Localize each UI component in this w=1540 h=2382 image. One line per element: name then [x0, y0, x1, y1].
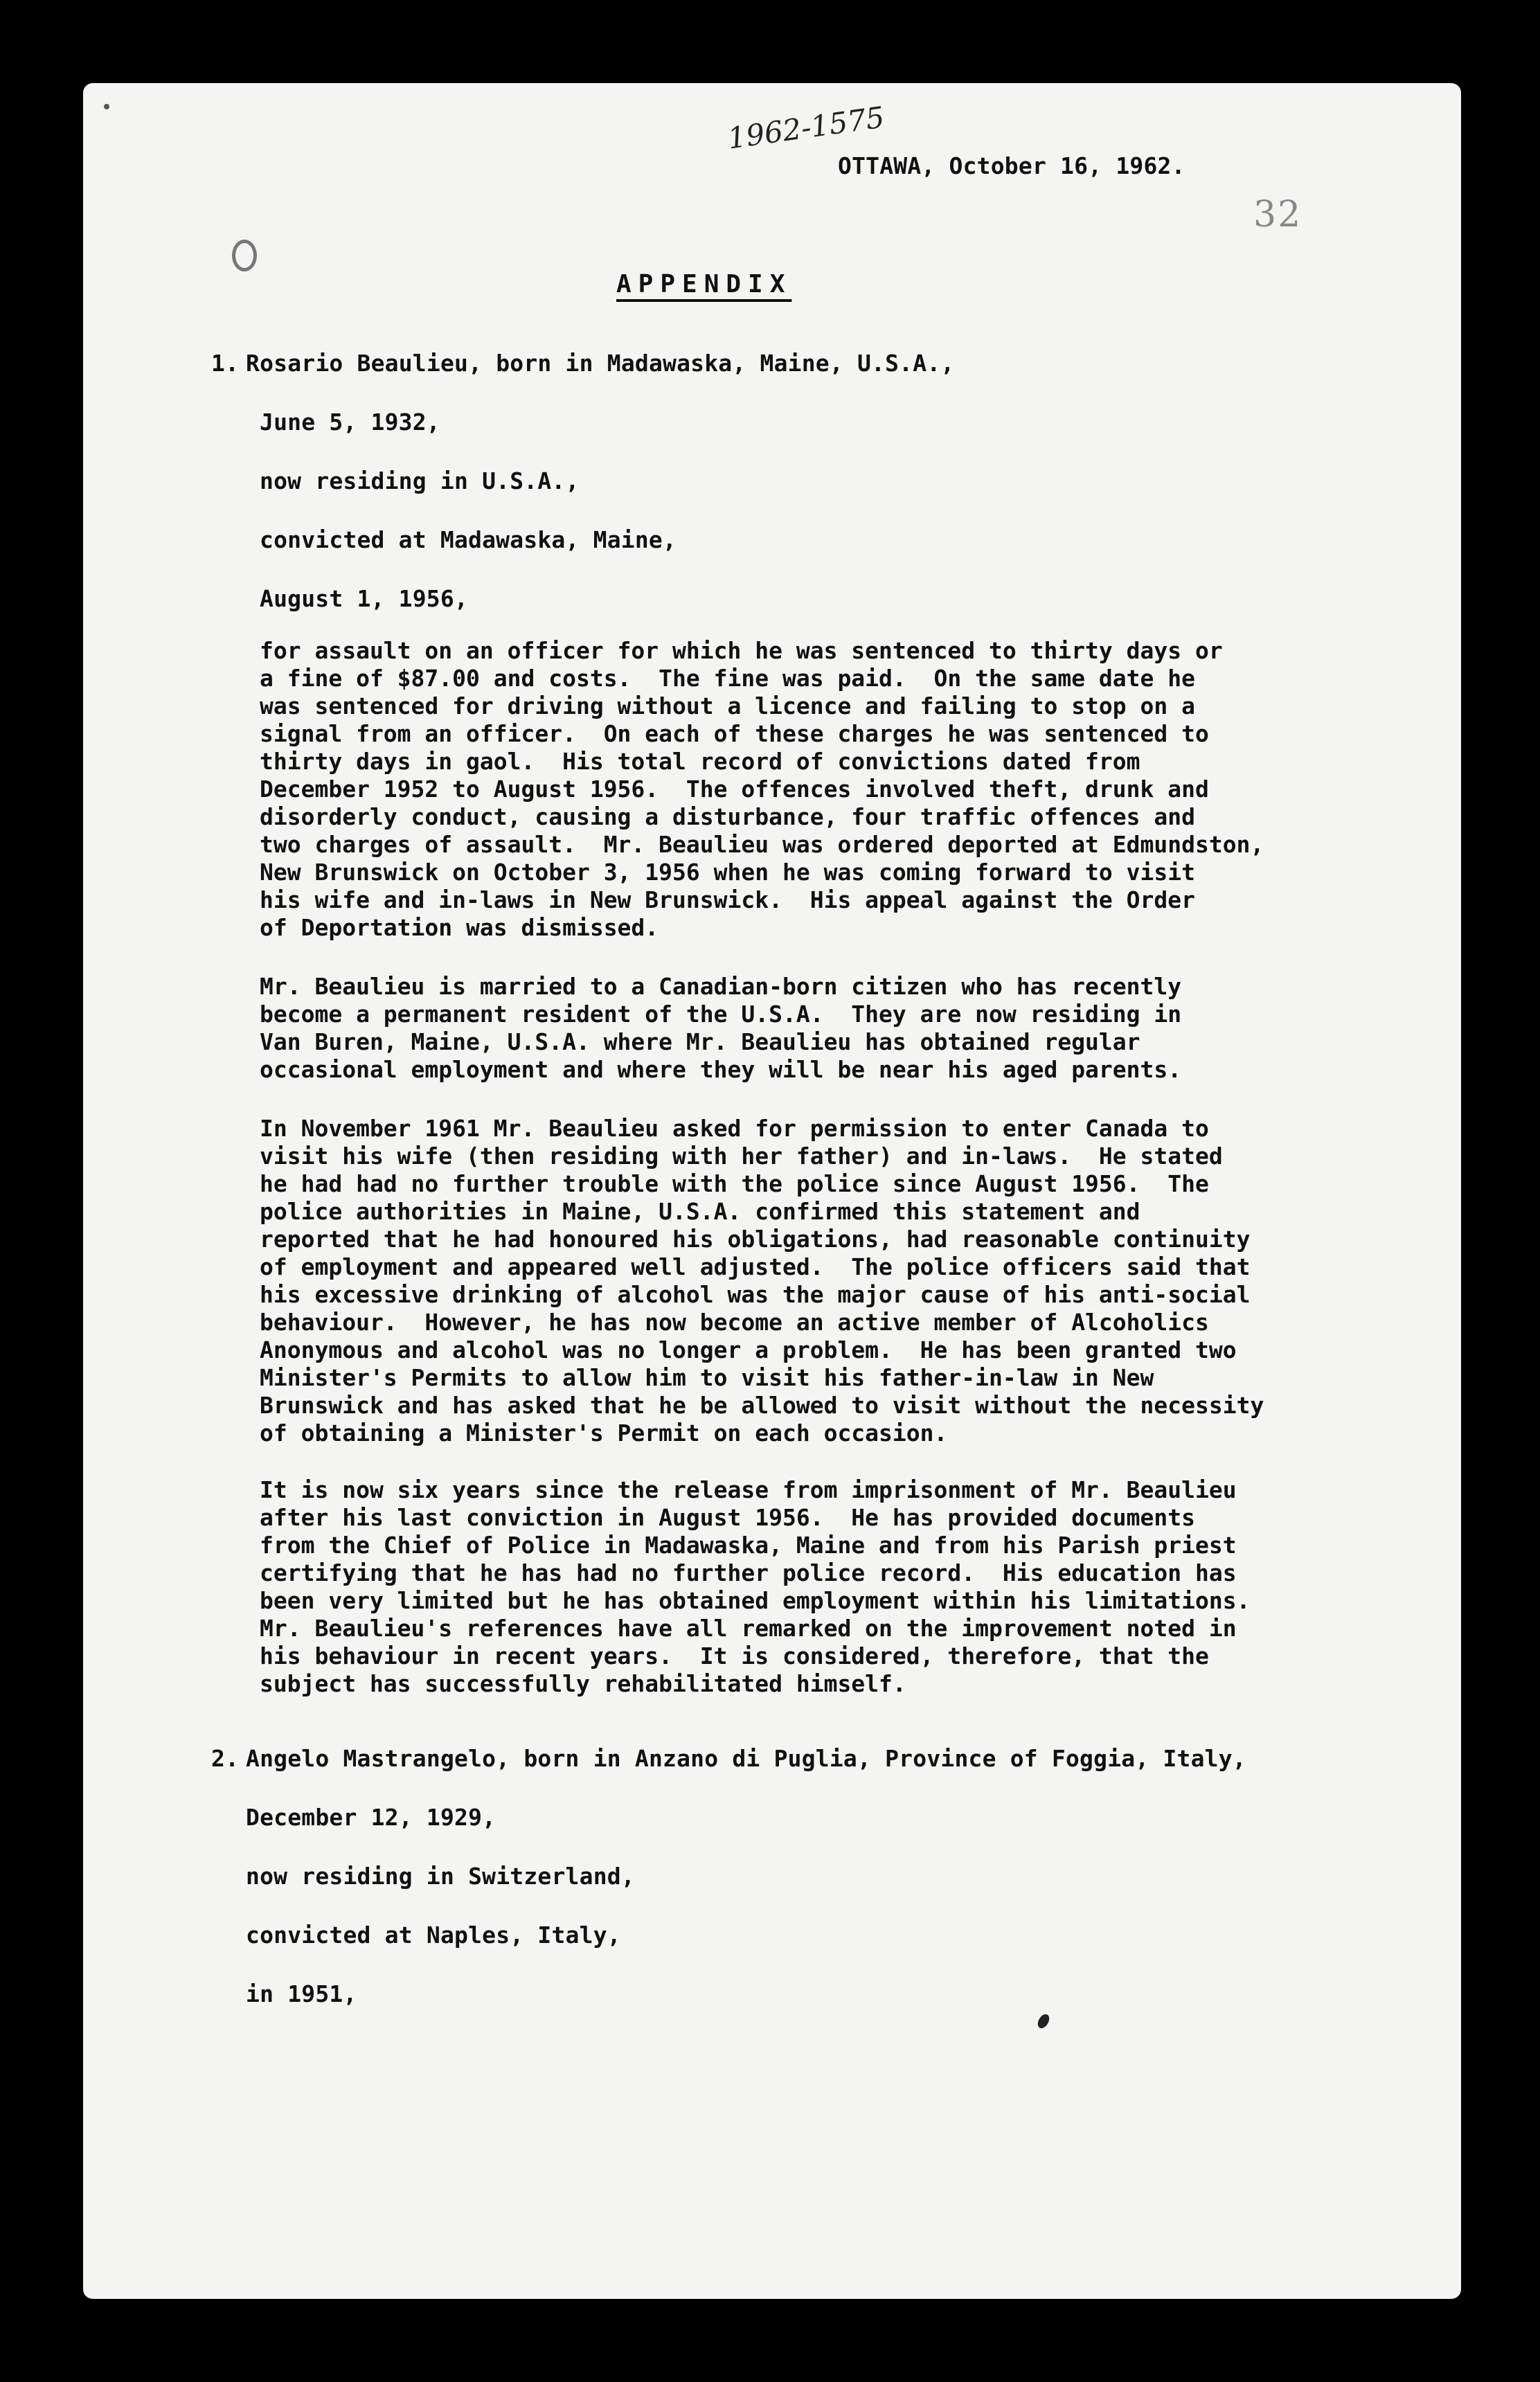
entry-2-conviction-place: convicted at Naples, Italy,	[246, 1922, 621, 1949]
entry-2-residence: now residing in Switzerland,	[246, 1863, 635, 1890]
entry-1-number: 1.	[211, 350, 240, 377]
entry-2-name-birth: Angelo Mastrangelo, born in Anzano di Puglia, Province of Foggia, Italy,	[246, 1745, 1246, 1772]
entry-2-conviction-date: in 1951,	[246, 1980, 357, 2007]
punch-hole-mark	[232, 240, 257, 271]
entry-1-paragraph-3: In November 1961 Mr. Beaulieu asked for permission to enter Canada to visit his wife (then residing with her father) and in-laws. He stated he had had no further trouble with the police since August 1956. The police authorities in Maine, U.S.A. confirmed this statement and reported that he had honoured his obligations, had reasonable continuity of employment and appeared well adjusted. The police officers said that his excessive drinking of alcohol was the major cause of his anti-social behaviour. However, he has now become an active member of Alcoholics Anonymous and alcohol was no longer a problem. He has been granted two Minister's Permits to allow him to visit his father-in-law in New Brunswick and has asked that he be allowed to visit without the necessity of obtaining a Minister's Permit on each occasion.	[260, 1115, 1264, 1447]
entry-1-paragraph-2: Mr. Beaulieu is married to a Canadian-born citizen who has recently become a permanent resident of the U.S.A. They are now residing in Van Buren, Maine, U.S.A. where Mr. Beaulieu has obtained regular occasional employment and where they will be near his aged parents.	[260, 973, 1182, 1083]
entry-1-birth-date: June 5, 1932,	[260, 409, 440, 436]
entry-1-name-birth: Rosario Beaulieu, born in Madawaska, Maine, U.S.A.,	[246, 350, 955, 377]
handwritten-reference: 1962-1575	[725, 100, 887, 156]
entry-1-residence: now residing in U.S.A.,	[260, 467, 580, 494]
document-page	[83, 83, 1461, 2299]
document-title: APPENDIX	[616, 270, 792, 298]
entry-1-conviction-date: August 1, 1956,	[260, 585, 469, 612]
page-number: 32	[1253, 194, 1302, 235]
place-date: OTTAWA, October 16, 1962.	[838, 152, 1185, 179]
entry-1-paragraph-1: for assault on an officer for which he was sentenced to thirty days or a fine of $87.00 and costs. The fine was paid. On the same date he was sentenced for driving without a licence and failing to stop on a signal from an officer. On each of these charges he was sentenced to thirty days in gaol. His total record of convictions dated from December 1952 to August 1956. The offences involved theft, drunk and disorderly conduct, causing a disturbance, four traffic offences and two charges of assault. Mr. Beaulieu was ordered deported at Edmundston, New Brunswick on October 3, 1956 when he was coming forward to visit his wife and in-laws in New Brunswick. His appeal against the Order of Deportation was dismissed.	[260, 637, 1264, 941]
entry-1-conviction-place: convicted at Madawaska, Maine,	[260, 526, 677, 553]
entry-2-birth-date: December 12, 1929,	[246, 1804, 496, 1831]
ink-speck	[1035, 2012, 1051, 2030]
page-speck	[104, 104, 109, 109]
entry-2-number: 2.	[211, 1745, 240, 1772]
entry-1-paragraph-4: It is now six years since the release from imprisonment of Mr. Beaulieu after his last conviction in August 1956. He has provided documents from the Chief of Police in Madawaska, Maine and from his Parish priest certifying that he has had no further police record. His education has been very limited but he has obtained employment within his limitations. Mr. Beaulieu's references have all remarked on the improvement noted in his behaviour in recent years. It is considered, therefore, that the subject has successfully rehabilitated himself.	[260, 1476, 1251, 1697]
